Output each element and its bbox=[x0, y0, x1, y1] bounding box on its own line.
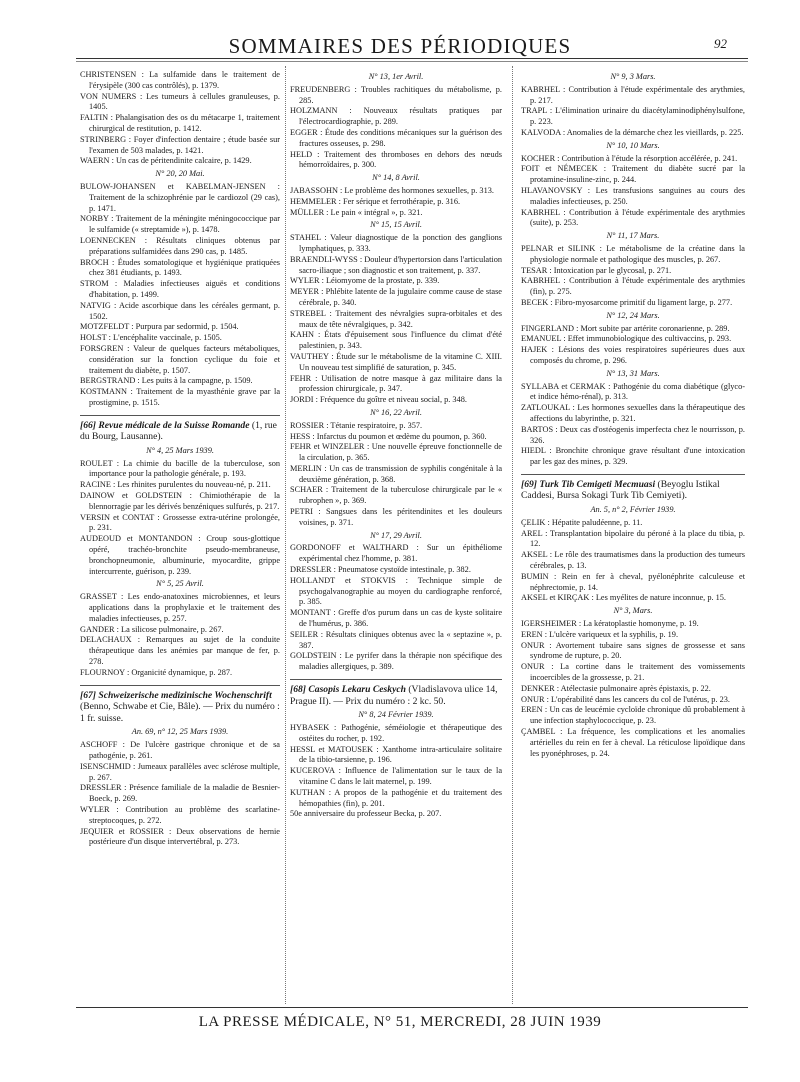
article-entry: AUDEOUD et MONTANDON : Croup sous-glottique opéré, trachéo-bronchite pseudo-membraneuse, bronchopneumonie, albuminurie, myocardite, grippe intercurrente, guérison, p. 239. bbox=[80, 534, 280, 576]
journal-title: [66] Revue médicale de la Suisse Romande bbox=[80, 419, 250, 431]
article-entry: AKSEL : Le rôle des traumatismes dans la production des tumeurs cérébrales, p. 13. bbox=[521, 550, 745, 571]
article-entry: DELACHAUX : Remarques au sujet de la conduite thérapeutique dans les anémies par manque de fer, p. 278. bbox=[80, 635, 280, 667]
article-entry: BARTOS : Deux cas d'ostéogenis imperfecta chez le nourrisson, p. 326. bbox=[521, 424, 745, 445]
article-entry: ASCHOFF : De l'ulcère gastrique chronique et de sa pathogénie, p. 261. bbox=[80, 740, 280, 760]
article-entry: HLAVANOVSKY : Les transfusions sanguines au cours des maladies infectieuses, p. 250. bbox=[521, 185, 745, 206]
article-entry: ONUR : L'opérabilité dans les cancers du col de l'utérus, p. 23. bbox=[521, 694, 730, 704]
article-entry: KABRHEL : Contribution à l'étude expérimentale des arythmies, p. 217. bbox=[521, 84, 745, 105]
article-entry: 50e anniversaire du professeur Becka, p. 207. bbox=[290, 809, 442, 819]
issue-heading: N° 4, 25 Mars 1939. bbox=[146, 445, 214, 455]
article-entry: KUCEROVA : Influence de l'alimentation sur le taux de la vitamine C dans le lait maternel, p. 199. bbox=[290, 766, 502, 786]
column-divider bbox=[285, 66, 286, 1004]
journal-info: (Benno, Schwabe et Cie, Bâle). — Prix du numéro : 1 fr. suisse. bbox=[80, 701, 280, 724]
issue-heading: An. 5, n° 2, Février 1939. bbox=[590, 505, 676, 515]
article-entry: KUTHAN : A propos de la pathogénie et du traitement des hémopathies (fin), p. 201. bbox=[290, 787, 502, 808]
article-entry: CHRISTENSEN : La sulfamide dans le traitement de l'érysipèle (300 cas contrôlés), p. 1379. bbox=[80, 70, 280, 90]
article-entry: STAHEL : Valeur diagnostique de la ponction des ganglions lymphatiques, p. 333. bbox=[290, 233, 502, 253]
article-entry: STROM : Maladies infectieuses aiguës et conditions d'habitation, p. 1499. bbox=[80, 279, 280, 299]
article-entry: ZATLOUKAL : Les hormones sexuelles dans la thérapeutique des affections du labyrinthe, p. 321. bbox=[521, 403, 745, 423]
column-divider bbox=[512, 66, 513, 1004]
article-entry: GRASSET : Les endo-anatoxines microbiennes, et leurs applications dans la prophylaxie et le traitement des maladies infectieuses, p. 257. bbox=[80, 592, 280, 623]
journal-heading bbox=[80, 685, 280, 725]
article-entry: TESAR : Intoxication par le glycosal, p. 271. bbox=[521, 265, 672, 275]
article-entry: HOLST : L'encéphalite vaccinale, p. 1505. bbox=[80, 333, 222, 343]
article-entry: SEILER : Résultats cliniques obtenus avec la « septazine », p. 387. bbox=[290, 629, 502, 650]
article-entry: GORDONOFF et WALTHARD : Sur un épithéliome expérimental chez l'homme, p. 381. bbox=[290, 543, 502, 564]
article-entry: ONUR : La cortine dans le traitement des vomissements incoercibles de la grossesse, p. 21. bbox=[521, 662, 745, 683]
article-entry: HOLZMANN : Nouveaux résultats pratiques par l'électrocardiographie, p. 289. bbox=[290, 106, 502, 127]
article-entry: KABRHEL : Contribution à l'étude expérimentale des arythmies (fin), p. 275. bbox=[521, 276, 745, 297]
article-entry: WYLER : Léiomyome de la prostate, p. 339. bbox=[290, 276, 440, 286]
article-entry: SCHAER : Traitement de la tuberculose chirurgicale par le « rubrophen », p. 369. bbox=[290, 485, 502, 506]
article-entry: JABASSOHN : Le problème des hormones sexuelles, p. 313. bbox=[290, 185, 494, 195]
article-entry: FINGERLAND : Mort subite par artérite coronarienne, p. 289. bbox=[521, 323, 730, 333]
article-entry: BRAENDLI-WYSS : Douleur d'hypertorsion dans l'articulation sacro-iliaque ; son diagnostic et son traitement, p. 337. bbox=[290, 254, 502, 275]
article-entry: HESSL et MATOUSEK : Xanthome intra-articulaire solitaire de la tibio-tarsienne, p. 196. bbox=[290, 744, 502, 765]
issue-heading: N° 10, 10 Mars. bbox=[606, 140, 660, 150]
issue-heading: N° 12, 24 Mars. bbox=[606, 310, 660, 320]
article-entry: VAUTHEY : Étude sur le métabolisme de la vitamine C. XIII. Un nouveau test simplifié de saturation, p. 345. bbox=[290, 351, 502, 372]
article-entry: PELNAR et SILINK : Le métabolisme de la créatine dans la physiologie normale et pathologique des muscles, p. 267. bbox=[521, 243, 745, 264]
issue-heading: N° 13, 1er Avril. bbox=[368, 72, 424, 81]
article-entry: JORDI : Fréquence du goître et niveau social, p. 348. bbox=[290, 395, 467, 405]
article-entry: BULOW-JOHANSEN et KABELMAN-JENSEN : Traitement de la schizophrénie par le cardiozol (29 cas), p. 1471. bbox=[80, 181, 280, 213]
text-column-right bbox=[521, 70, 745, 1002]
article-entry: IGERSHEIMER : La kératoplastie homonyme, p. 19. bbox=[521, 619, 699, 629]
issue-heading: N° 5, 25 Avril. bbox=[156, 579, 204, 589]
text-column-left bbox=[80, 70, 280, 1002]
article-entry: AKSEL et KIRÇAK : Les myélites de nature inconnue, p. 15. bbox=[521, 593, 726, 603]
article-entry: ÇELIK : Hépatite paludéenne, p. 11. bbox=[521, 517, 643, 527]
article-entry: KABRHEL : Contribution à l'étude expérimentale des arythmies (suite), p. 253. bbox=[521, 207, 745, 228]
article-entry: KOCHER : Contribution à l'étude la résorption accélérée, p. 241. bbox=[521, 153, 738, 163]
article-entry: RACINE : Les rhinites purulentes du nouveau-né, p. 211. bbox=[80, 480, 271, 490]
article-entry: KALVODA : Anomalies de la démarche chez les vieillards, p. 225. bbox=[521, 127, 744, 137]
journal-heading bbox=[290, 679, 502, 707]
journal-info: (Vladislavova ulice 14, Prague II). — Prix du numéro : 2 kc. 50. bbox=[290, 684, 498, 707]
article-entry: MOTZFELDT : Purpura par sedormid, p. 1504. bbox=[80, 322, 239, 332]
article-entry: ONUR : Avortement tubaire sans signes de grossesse et sans syndrome de rupture, p. 20. bbox=[521, 640, 745, 661]
journal-title: [68] Casopis Lekaru Ceskych bbox=[290, 684, 406, 696]
article-entry: EMANUEL : Effet immunobiologique des cultivaccins, p. 293. bbox=[521, 334, 732, 344]
article-entry: FALTIN : Phalangisation des os du métacarpe 1, traitement chirurgical de restitution, p. 1412. bbox=[80, 113, 280, 133]
article-entry: FLOURNOY : Organicité dynamique, p. 287. bbox=[80, 667, 233, 677]
issue-heading: N° 9, 3 Mars. bbox=[610, 72, 656, 81]
issue-heading: N° 14, 8 Avril. bbox=[372, 173, 420, 183]
footer-rule bbox=[76, 1007, 748, 1008]
article-entry: STRINBERG : Foyer d'infection dentaire ; étude basée sur l'examen de 503 malades, p. 1421. bbox=[80, 134, 280, 155]
article-entry: MÜLLER : Le pain « intégral », p. 321. bbox=[290, 207, 423, 217]
article-entry: EGGER : Étude des conditions mécaniques sur la guérison des fractures osseuses, p. 298. bbox=[290, 127, 502, 148]
article-entry: ROSSIER : Tétanie respiratoire, p. 357. bbox=[290, 420, 423, 430]
article-entry: HESS : Infarctus du poumon et œdème du poumon, p. 360. bbox=[290, 431, 487, 441]
article-entry: MEYER : Phlébite latente de la jugulaire comme cause de stase cérébrale, p. 340. bbox=[290, 287, 502, 307]
article-entry: VON NUMERS : Les tumeurs à cellules granuleuses, p. 1405. bbox=[80, 91, 280, 112]
article-entry: FEHR : Utilisation de notre masque à gaz militaire dans la profession chirurgicale, p. 347. bbox=[290, 373, 502, 394]
issue-heading: N° 16, 22 Avril. bbox=[370, 407, 422, 417]
journal-info: (1, rue du Bourg, Lausanne). bbox=[80, 419, 277, 443]
page-footer: LA PRESSE MÉDICALE, N° 51, MERCREDI, 28 JUIN 1939 bbox=[198, 1014, 602, 1030]
article-entry: FORSGREN : Valeur de quelques facteurs métaboliques, considération sur la fonction cyclique du foie et traitement du diabète, p. 1507. bbox=[80, 343, 280, 375]
article-entry: DAINOW et GOLDSTEIN : Chimiothérapie de la blennorragie par les dérivés benzéniques sulfurés, p. 217. bbox=[80, 491, 280, 511]
article-entry: HAJEK : Lésions des voies respiratoires supérieures dues aux composés du chrome, p. 296. bbox=[521, 345, 745, 365]
article-entry: GANDER : La silicose pulmonaire, p. 267. bbox=[80, 624, 224, 634]
journal-heading bbox=[80, 415, 280, 443]
article-entry: ROULET : La chimie du bacille de la tuberculose, son importance pour la pathologie générale, p. 193. bbox=[80, 458, 280, 479]
issue-heading: N° 8, 24 Février 1939. bbox=[358, 710, 434, 720]
article-entry: BUMIN : Rein en fer à cheval, pyélonéphrite calculeuse et néphrectomie, p. 14. bbox=[521, 571, 745, 592]
article-entry: EREN : L'ulcère variqueux et la syphilis, p. 19. bbox=[521, 629, 679, 639]
article-entry: NORBY : Traitement de la méningite méningococcique par le sulfamide (« streptamide »), p. 1478. bbox=[80, 214, 280, 235]
article-entry: WAERN : Un cas de péritendinite calcaire, p. 1429. bbox=[80, 156, 252, 166]
article-entry: ÇAMBEL : La fréquence, les complications et les anomalies artérielles du rein en fer à cheval. La réticulose lipoïdique dans les pyonéphroses, p. 24. bbox=[521, 727, 745, 758]
article-entry: PETRI : Sangsues dans les péritendinites et les douleurs voisines, p. 371. bbox=[290, 507, 502, 527]
article-entry: HOLLANDT et STOKVIS : Technique simple de psychogalvanographie au moyen du cardiographe renforcé, p. 385. bbox=[290, 575, 502, 607]
journal-title: [69] Turk Tib Cemigeti Mecmuasi bbox=[521, 478, 656, 490]
article-entry: EREN : Un cas de leucémie cycloïde chronique dû probablement à une infection staphylococcique, p. 23. bbox=[521, 705, 745, 726]
article-entry: BERGSTRAND : Les puits à la campagne, p. 1509. bbox=[80, 376, 253, 386]
article-entry: FOIT et NÉMECEK : Traitement du diabète sucré par la protamine-insuline-zinc, p. 244. bbox=[521, 164, 745, 185]
journal-heading bbox=[521, 474, 745, 502]
page-number: 92 bbox=[714, 36, 727, 51]
article-entry: BECEK : Fibro-myosarcome primitif du ligament large, p. 277. bbox=[521, 297, 733, 307]
text-column-middle bbox=[290, 70, 502, 1002]
article-entry: LOENNECKEN : Résultats cliniques obtenus par préparations sulfamidées dans 290 cas, p. 1485. bbox=[80, 235, 280, 256]
issue-heading: N° 13, 31 Mars. bbox=[606, 368, 660, 378]
journal-title: [67] Schweizerische medizinische Wochenschrift bbox=[80, 689, 272, 701]
article-entry: JEQUIER et ROSSIER : Deux observations de hernie postérieure d'un disque intervertébral, p. 273. bbox=[80, 826, 280, 847]
issue-heading: N° 15, 15 Avril. bbox=[370, 220, 422, 230]
article-entry: HIEDL : Bronchite chronique grave résultant d'une intoxication par les gaz des mines, p. 329. bbox=[521, 446, 745, 467]
article-entry: AREL : Transplantation bipolaire du péroné à la place du tibia, p. 12. bbox=[521, 528, 745, 549]
journal-info: (Beyoglu Istikal Caddesi, Bursa Sokagi Turk Tib Cemiyeti). bbox=[521, 478, 720, 502]
article-entry: DRESSLER : Pneumatose cystoïde intestinale, p. 382. bbox=[290, 565, 471, 575]
article-entry: KAHN : États d'épuisement sous l'influence du climat d'été palestinien, p. 343. bbox=[290, 330, 502, 351]
header-rule-thin bbox=[76, 61, 748, 62]
article-entry: STREBEL : Traitement des névralgies supra-orbitales et des maux de tête névralgiques, p. 342. bbox=[290, 308, 502, 329]
issue-heading: N° 3, Mars. bbox=[613, 606, 653, 616]
article-entry: FEHR et WINZELER : Une nouvelle épreuve fonctionnelle de la circulation, p. 365. bbox=[290, 442, 502, 463]
article-entry: HYBASEK : Pathogénie, séméiologie et thérapeutique des ostéites du rocher, p. 192. bbox=[290, 723, 502, 743]
article-entry: KOSTMANN : Traitement de la myasthénie grave par la prostigmine, p. 1515. bbox=[80, 387, 280, 407]
header-rule bbox=[76, 58, 748, 59]
article-entry: DRESSLER : Présence familiale de la maladie de Besnier-Boeck, p. 269. bbox=[80, 783, 280, 804]
article-entry: SYLLABA et CERMAK : Pathogénie du coma diabétique (glyco- et indice hémo-rénal), p. 313. bbox=[521, 381, 745, 402]
article-entry: MERLIN : Un cas de transmission de syphilis congénitale à la deuxième génération, p. 368. bbox=[290, 463, 502, 484]
issue-heading: N° 17, 29 Avril. bbox=[370, 530, 422, 540]
article-entry: DENKER : Atélectasie pulmonaire après épistaxis, p. 22. bbox=[521, 683, 711, 693]
issue-heading: An. 69, n° 12, 25 Mars 1939. bbox=[131, 727, 229, 737]
page-title: SOMMAIRES DES PÉRIODIQUES bbox=[228, 34, 572, 58]
article-entry: TRAPL : L'élimination urinaire du diacétylaminodiphénylsulfone, p. 223. bbox=[521, 106, 745, 127]
article-entry: WYLER : Contribution au problème des scarlatine-streptocoques, p. 272. bbox=[80, 804, 280, 825]
article-entry: MONTANT : Greffe d'os purum dans un cas de kyste solitaire de l'humérus, p. 386. bbox=[290, 608, 502, 629]
article-entry: ISENSCHMID : Jumeaux parallèles avec sclérose multiple, p. 267. bbox=[80, 761, 280, 782]
article-entry: BROCH : Études somatologique et hygiénique pratiquées chez 381 étudiants, p. 1493. bbox=[80, 257, 280, 278]
article-entry: FREUDENBERG : Troubles rachitiques du métabolisme, p. 285. bbox=[290, 84, 502, 105]
article-entry: VERSIN et CONTAT : Grossesse extra-utérine prolongée, p. 231. bbox=[80, 512, 280, 533]
issue-heading: N° 20, 20 Mai. bbox=[155, 169, 205, 179]
article-entry: HEMMELER : Fer sérique et ferrothérapie, p. 316. bbox=[290, 196, 461, 206]
issue-heading: N° 11, 17 Mars. bbox=[606, 231, 660, 241]
article-entry: HELD : Traitement des thromboses en dehors des nœuds hémorroïdaires, p. 300. bbox=[290, 149, 502, 170]
article-entry: NATVIG : Acide ascorbique dans les céréales germant, p. 1502. bbox=[80, 300, 280, 321]
article-entry: GOLDSTEIN : Le pyrifer dans la thérapie non spécifique des maladies allergiques, p. 389. bbox=[290, 651, 502, 672]
